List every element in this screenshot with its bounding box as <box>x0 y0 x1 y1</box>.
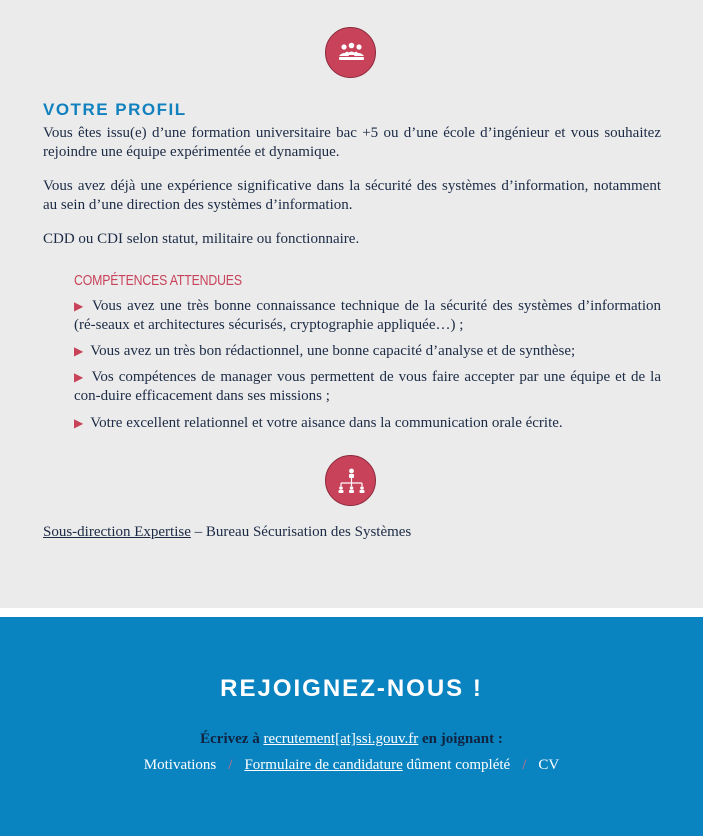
competence-text: Votre excellent relationnel et votre aisance dans la communication orale écrite. <box>90 415 563 431</box>
separator: / <box>522 757 527 773</box>
sous-direction-link[interactable]: Sous-direction Expertise <box>43 524 191 540</box>
triangle-bullet-icon: ▶ <box>74 299 85 313</box>
competences-heading: COMPÉTENCES ATTENDUES <box>74 272 242 289</box>
write-prefix: Écrivez à <box>200 731 264 747</box>
competence-text: Vous avez un très bon rédactionnel, une bonne capacité d’analyse et de synthèse; <box>90 343 576 359</box>
org-line <box>43 523 411 542</box>
join-section <box>0 617 703 836</box>
join-heading: REJOIGNEZ-NOUS ! <box>220 675 483 702</box>
competence-item <box>74 342 661 361</box>
profile-paragraph-2: Vous avez déjà une expérience significative dans la sécurité des systèmes d’information, notamment au sein d’une direction des systèmes d’information. <box>43 178 661 213</box>
triangle-bullet-icon: ▶ <box>74 416 84 430</box>
doc-formulaire-suffix: dûment complété <box>402 757 511 773</box>
profile-paragraph-1: Vous êtes issu(e) d’une formation universitaire bac +5 ou d’une école d’ingénieur et vous souhaitez rejoindre une équipe expérimentée et dynamique. <box>43 125 661 160</box>
formulaire-link[interactable]: Formulaire de candidature <box>244 757 403 773</box>
org-bureau-text: – Bureau Sécurisation des Systèmes <box>190 524 412 540</box>
write-line <box>0 731 703 748</box>
org-chart-icon <box>325 455 376 506</box>
competence-item <box>74 297 661 335</box>
doc-cv: CV <box>538 757 560 773</box>
competence-item <box>74 368 661 406</box>
competence-text: Vos compétences de manager vous permettent de vous faire accepter par une équipe et de la con-duire efficacement dans ses missions ; <box>74 369 661 404</box>
write-suffix: en joignant : <box>418 731 503 747</box>
triangle-bullet-icon: ▶ <box>74 370 85 384</box>
competence-text: Vous avez une très bonne connaissance technique de la sécurité des systèmes d’information (ré-seaux et architectures sécurisés, cryptographie appliquée…) ; <box>74 298 662 333</box>
competence-item <box>74 414 661 433</box>
separator: / <box>228 757 233 773</box>
group-people-icon <box>325 27 376 78</box>
email-link[interactable]: recrutement[at]ssi.gouv.fr <box>263 731 419 747</box>
profile-heading: VOTRE PROFIL <box>43 100 187 119</box>
documents-line <box>0 757 703 774</box>
triangle-bullet-icon: ▶ <box>74 344 84 358</box>
doc-motivations: Motivations <box>143 757 217 773</box>
profile-paragraph-3: CDD ou CDI selon statut, militaire ou fonctionnaire. <box>43 231 360 247</box>
